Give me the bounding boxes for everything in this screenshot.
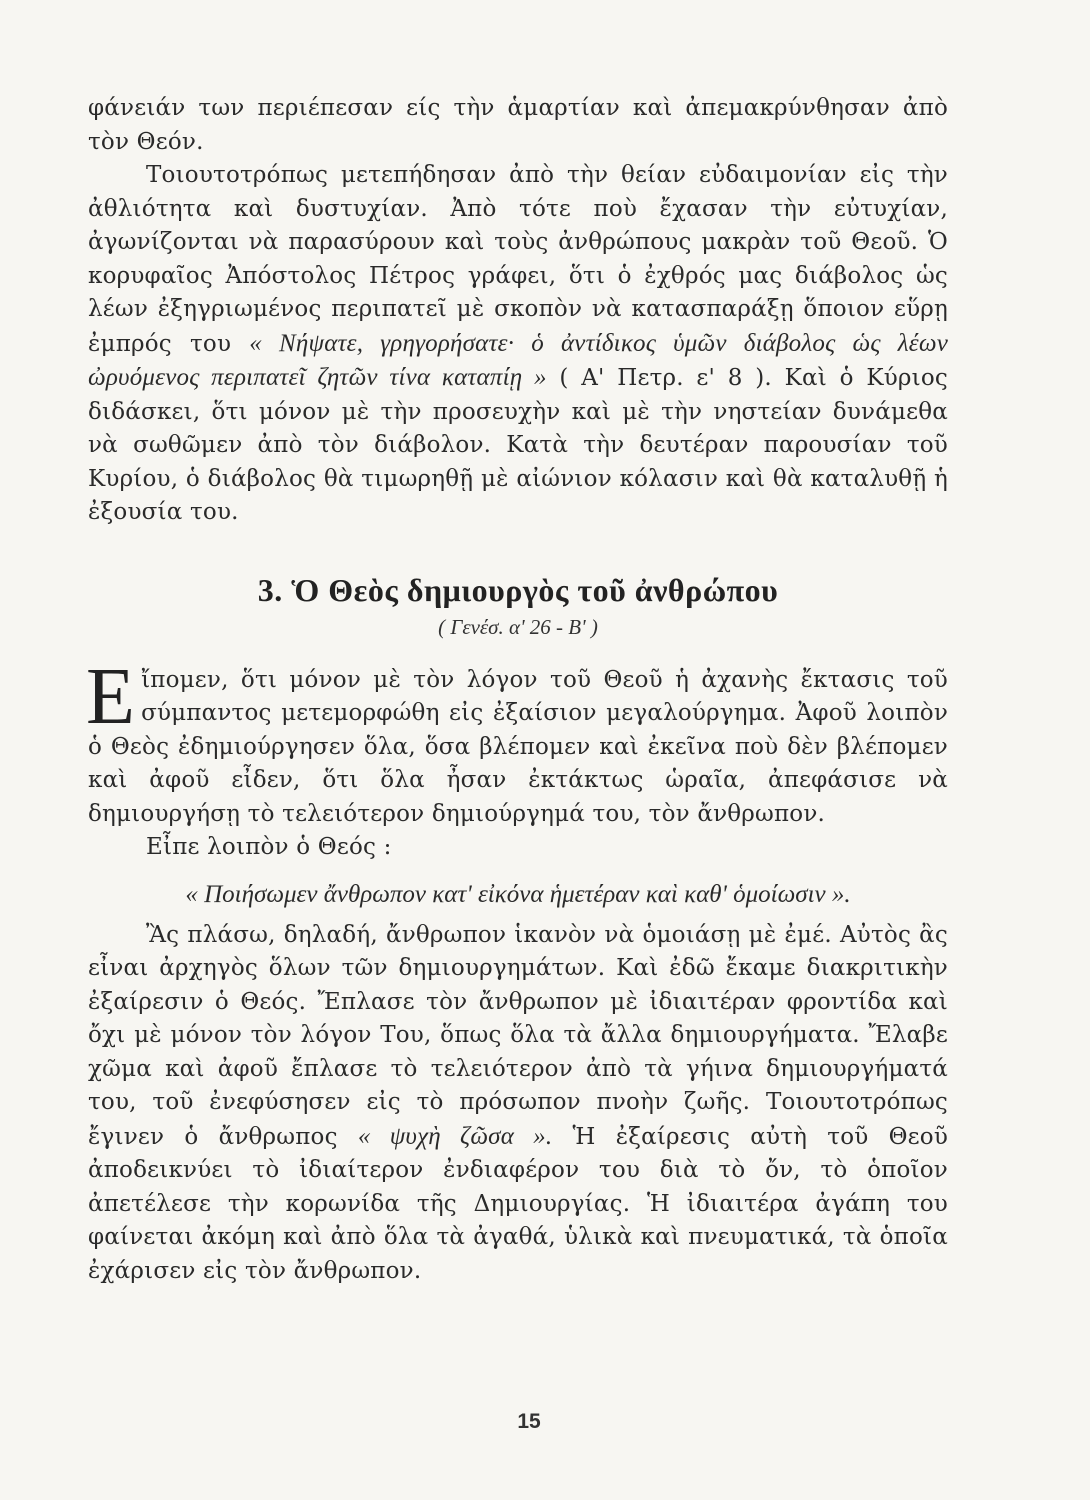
section-title: 3. Ὁ Θεὸς δημιουργὸς τοῦ ἀνθρώπου — [257, 571, 779, 608]
paragraph-5-text-cont: Ἡ ἐξαίρεσις αὐτὴ τοῦ Θεοῦ ἀποδεικνύει τὸ ἰδιαίτερον ἐνδιαφέρον του διὰ τὸ ὄν, τὸ ὁποῖον ἀπετέλεσε τὴν κορωνίδα τῆς Δημιουργίας. Ἡ ἰδιαιτέρα ἀγάπη του φαίνεται ἀκόμη καὶ ἀπὸ ὅλα τὰ ἀγαθά, ὑλικὰ καὶ πνευματικά, τὰ ὁποῖα ἐχάρισεν εἰς τὸν ἄνθρωπον. — [88, 1123, 949, 1284]
paragraph-4: Εἶπε λοιπὸν ὁ Θεός : — [146, 834, 392, 860]
scripture-quote-peter: « Νήψατε, γρηγορήσατε· ὁ ἀντίδικος ὑμῶν διάβολος ὡς λέων ὠρυόμενος περιπατεῖ ζητῶν τίνα καταπίῃ » — [88, 329, 948, 391]
scripture-quote-genesis: « Ποιήσωμεν ἄνθρωπον κατ' εἰκόνα ἡμετέραν καὶ καθ' ὁμοίωσιν ». — [185, 880, 851, 908]
paragraph-3-text: ἴπομεν, ὅτι μόνον μὲ τὸν λόγον τοῦ Θεοῦ ἡ ἀχανὴς ἔκτασις τοῦ σύμπαντος μετεμορφώθη εἰς ἐξαίσιον μεγαλούργημα. Ἀφοῦ λοιπὸν ὁ Θεὸς ἐδημιούργησεν ὅλα, ὅσα βλέπομεν καὶ ἐκεῖνα ποὺ δὲν βλέπομεν καὶ ἀφοῦ εἶδεν, ὅτι ὅλα ἦσαν ἐκτάκτως ὡραῖα, ἀπεφάσισε νὰ δημιουργήσῃ τὸ τελειότερον δημιούργημά του, τὸν ἄνθρωπον. — [88, 666, 948, 827]
paragraph-2-text: Τοιουτοτρόπως μετεπήδησαν ἀπὸ τὴν θείαν εὐδαιμονίαν εἰς τὴν ἀθλιότητα καὶ δυστυχίαν. Ἀπὸ τότε ποὺ ἔχασαν τὴν εὐτυχίαν, ἀγωνίζονται νὰ παρασύρουν καὶ τοὺς ἀνθρώπους μακρὰν τοῦ Θεοῦ. Ὁ κορυφαῖος Ἀπόστολος Πέτρος γράφει, ὅτι ὁ ἐχθρός μας διάβολος ὡς λέων ἐξηγριωμένος περιπατεῖ μὲ σκοπὸν νὰ κατασπαράξῃ ὅποιον εὕρῃ ἐμπρός του — [88, 162, 948, 357]
paragraph-2-text-cont: ( Α' Πετρ. ε' 8 ). Καὶ ὁ Κύριος διδάσκει, ὅτι μόνον μὲ τὴν προσευχὴν καὶ μὲ τὴν νηστείαν δυνάμεθα νὰ σωθῶμεν ἀπὸ τὸν διάβολον. Κατὰ τὴν δευτέραν παρουσίαν τοῦ Κυρίου, ὁ διάβολος θὰ τιμωρηθῇ μὲ αἰώνιον κόλασιν καὶ θὰ καταλυθῇ ἡ ἐξουσία του. — [88, 365, 948, 525]
paragraph-5 — [88, 919, 948, 1289]
section-reference: ( Γενέσ. α' 26 - Β' ) — [438, 614, 598, 639]
paragraph-1: φάνειάν των περιέπεσαν είς τὴν ἁμαρτίαν καὶ ἀπεμακρύνθησαν ἀπὸ τὸν Θεόν. — [88, 95, 948, 155]
page-body — [88, 92, 948, 1288]
paragraph-2 — [88, 159, 948, 530]
page-number: 15 — [517, 1410, 541, 1433]
paragraph-3 — [86, 652, 948, 832]
paragraph-5-text: Ἂς πλάσω, δηλαδή, ἄνθρωπον ἱκανὸν νὰ ὁμοιάσῃ μὲ ἐμέ. Αὐτὸς ἂς εἶναι ἀρχηγὸς ὅλων τῶν δημιουργημάτων. Καὶ ἐδῶ ἔκαμε διακριτικὴν ἐξαίρεσιν ὁ Θεός. Ἔπλασε τὸν ἄνθρωπον μὲ ἰδιαιτέραν φροντίδα καὶ ὄχι μὲ μόνον τὸν λόγον Του, ὅπως ὅλα τὰ ἄλλα δημιουργήματα. Ἔλαβε χῶμα καὶ ἀφοῦ ἔπλασε τὸ τελειότερον ἀπὸ τὰ γήινα δημιουργήματά του, τοῦ ἐνεφύσησεν εἰς τὸ πρόσωπον πνοὴν ζωῆς. Τοιουτοτρόπως ἔγινεν ὁ ἄνθρωπος — [88, 921, 948, 1150]
scripture-quote-living-soul: « ψυχὴ ζῶσα ». — [357, 1122, 553, 1150]
drop-cap: Ε — [86, 652, 136, 741]
